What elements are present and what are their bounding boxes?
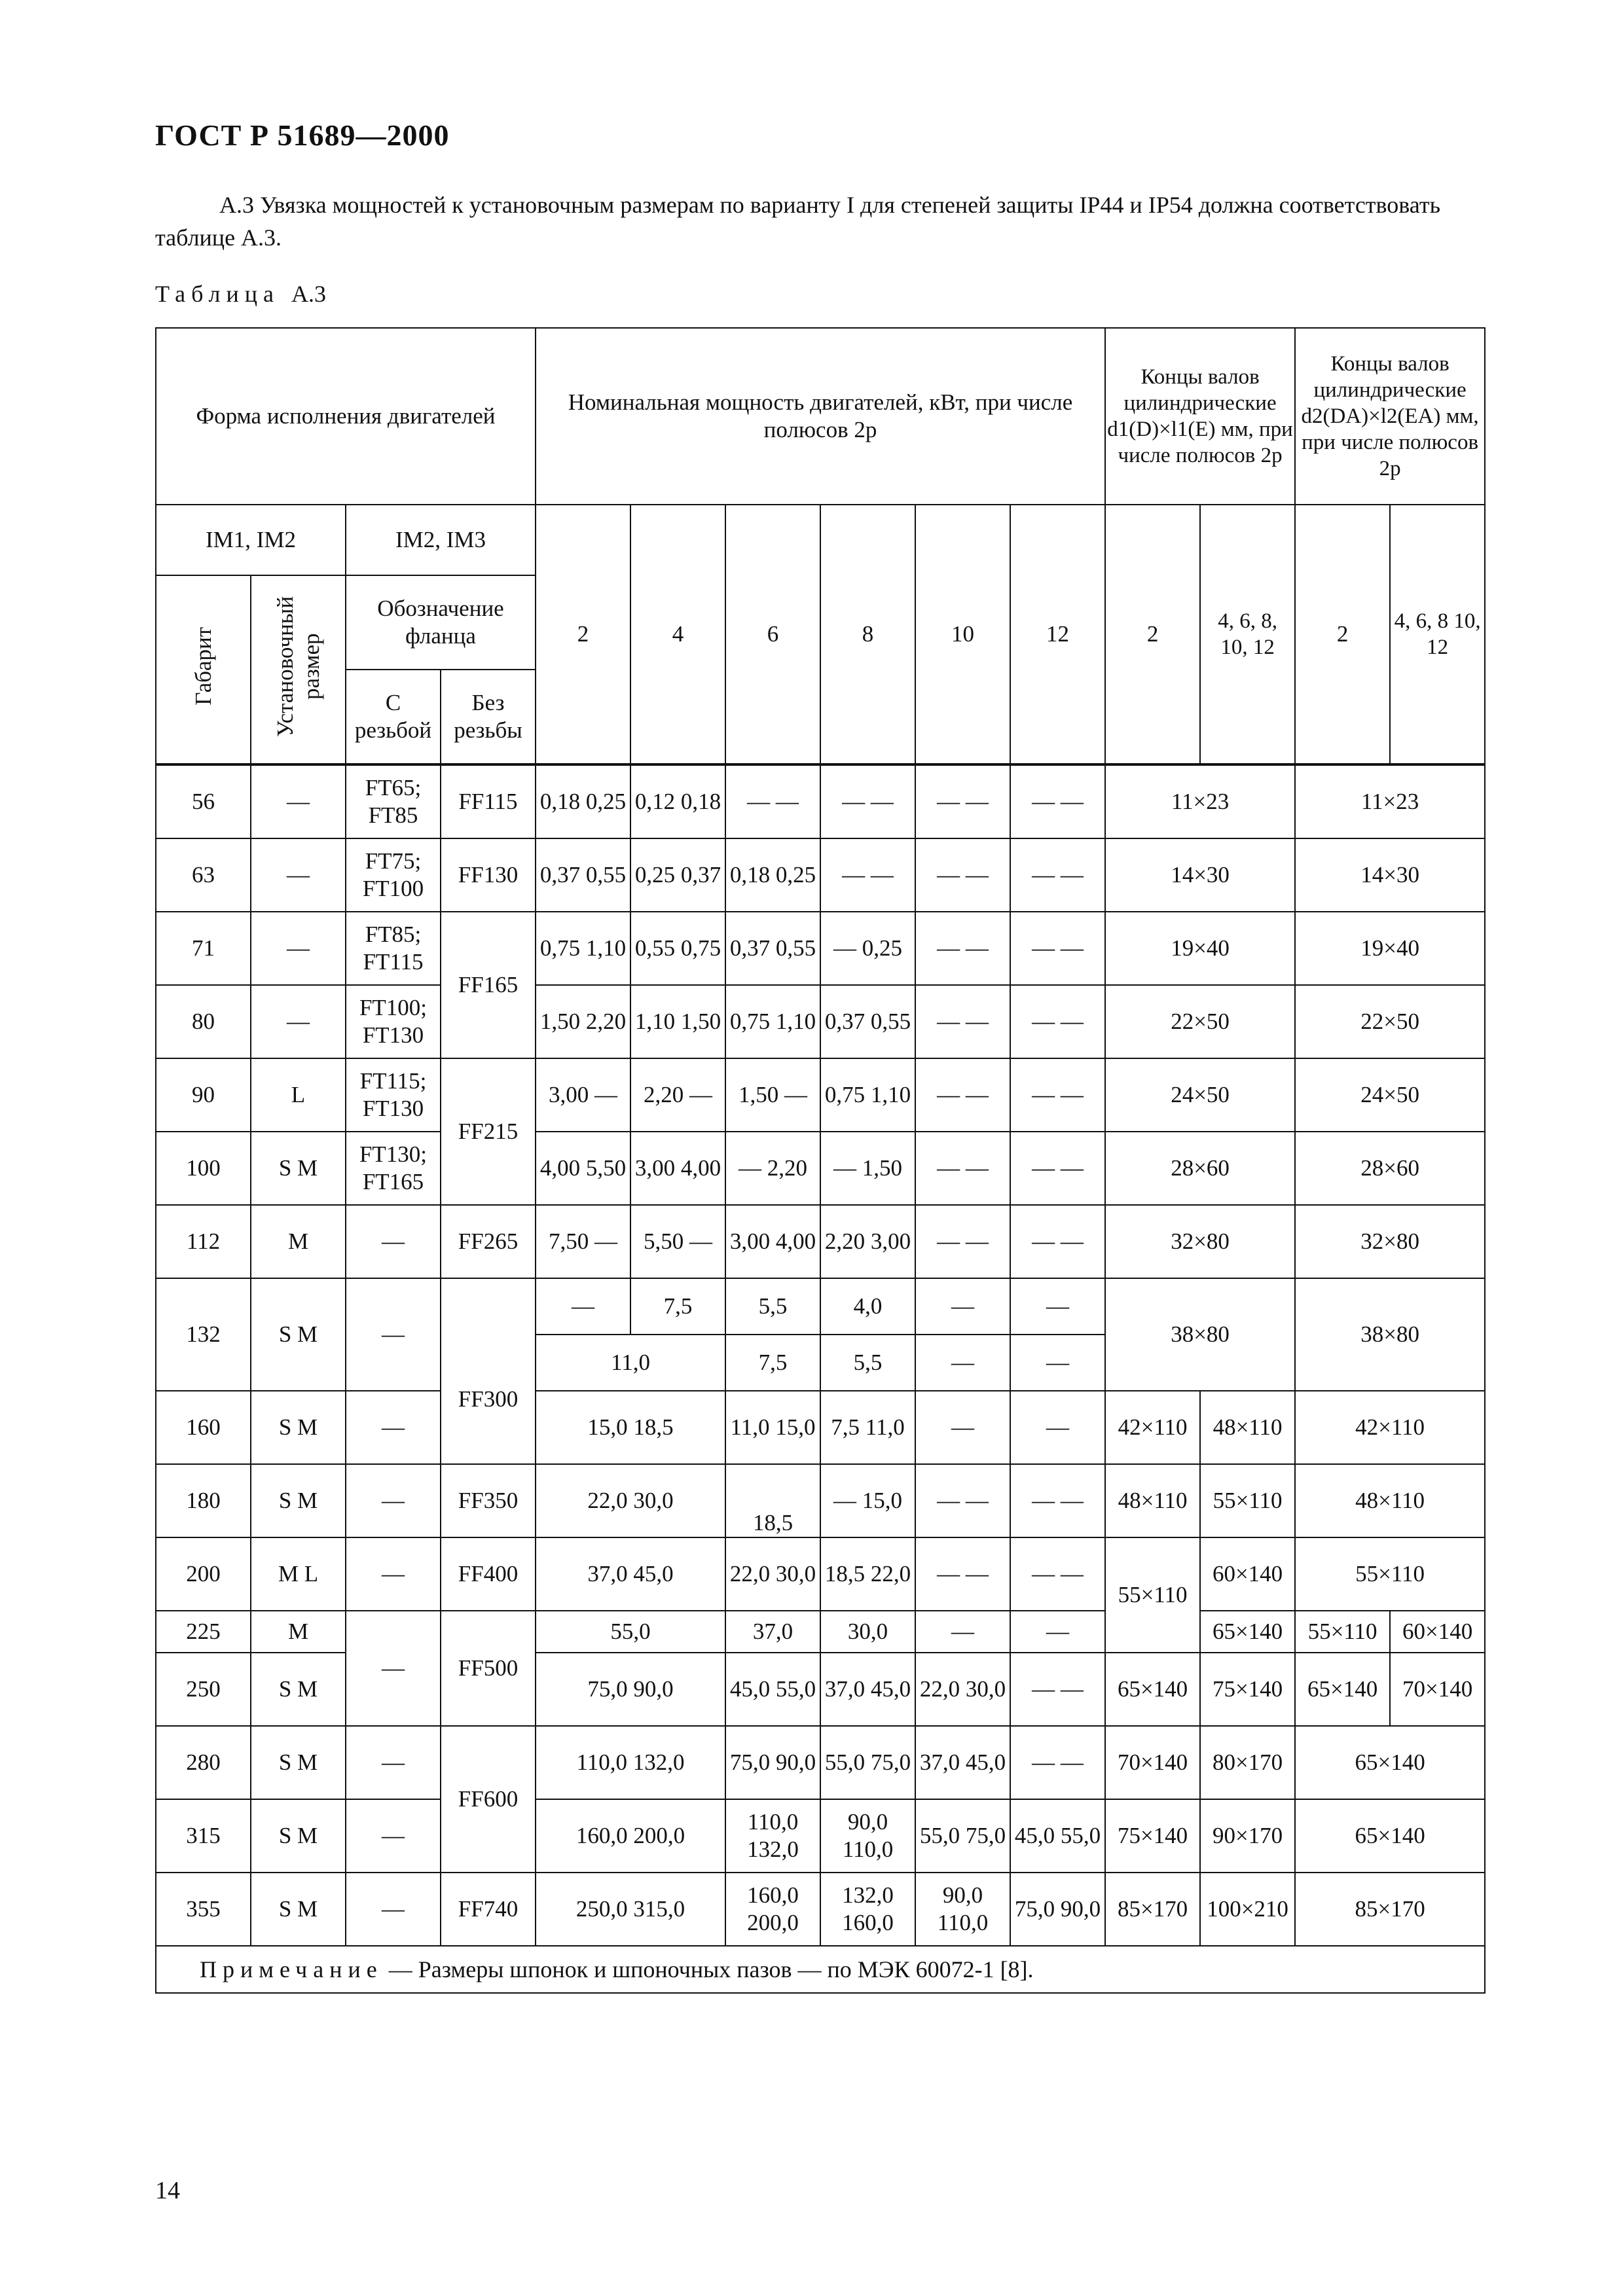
cell-shaft2: 28×60 [1295, 1132, 1485, 1205]
cell-ft: — [346, 1799, 441, 1873]
cell-ft: — [346, 1205, 441, 1278]
cell-ff: FF350 [441, 1464, 536, 1537]
cell-power: — — [1010, 1132, 1105, 1205]
cell-ff: FF400 [441, 1537, 536, 1611]
table-row [156, 1537, 1485, 1611]
cell-shaft1: 60×140 [1200, 1537, 1295, 1611]
cell-shaft1: 28×60 [1105, 1132, 1295, 1205]
cell-shaft1: 75×140 [1200, 1653, 1295, 1726]
cell-power: 110,0 132,0 [536, 1726, 725, 1799]
cell-ustan: L [251, 1058, 346, 1132]
cell-gabarit: 200 [156, 1537, 251, 1611]
cell-power: — [915, 1335, 1010, 1391]
cell-gabarit: 100 [156, 1132, 251, 1205]
gabarit-label: Габарит [190, 627, 216, 706]
cell-power: — — [915, 912, 1010, 985]
cell-power: 250,0 315,0 [536, 1873, 725, 1946]
cell-ft: FT85; FT115 [346, 912, 441, 985]
cell-power: 18,5 22,0 [820, 1537, 915, 1611]
table-row [156, 912, 1485, 985]
cell-power: — — [915, 1058, 1010, 1132]
cell-shaft1: 24×50 [1105, 1058, 1295, 1132]
cell-power: 2,20 3,00 [820, 1205, 915, 1278]
pole-header: 4 [630, 505, 725, 764]
cell-power: 37,0 45,0 [536, 1537, 725, 1611]
cell-power: — — [915, 1464, 1010, 1537]
cell-power: 37,0 [725, 1611, 820, 1653]
cell-shaft2: 24×50 [1295, 1058, 1485, 1132]
cell-shaft1: 90×170 [1200, 1799, 1295, 1873]
pole-header: 2 [536, 505, 630, 764]
cell-power: 37,0 45,0 [915, 1726, 1010, 1799]
cell-power: — [1010, 1335, 1105, 1391]
cell-shaft1: 100×210 [1200, 1873, 1295, 1946]
cell-power: 0,75 1,10 [820, 1058, 915, 1132]
cell-power: — — [1010, 1726, 1105, 1799]
cell-ff: FF165 [441, 912, 536, 1058]
flange-header: Обозначение фланца [346, 575, 536, 670]
table-row [156, 1873, 1485, 1946]
cell-ff: FF265 [441, 1205, 536, 1278]
shaft2-header: Концы валов цилиндрические d2(DA)×l2(EA) мм, при числе полюсов 2p [1295, 328, 1485, 505]
shaft1-pole-header: 2 [1105, 505, 1200, 764]
cell-power: 5,5 [820, 1335, 915, 1391]
cell-shaft1: 65×140 [1105, 1653, 1200, 1726]
page-number: 14 [155, 2177, 180, 2204]
cell-shaft1: 22×50 [1105, 985, 1295, 1058]
cell-power: 45,0 55,0 [725, 1653, 820, 1726]
cell-gabarit: 132 [156, 1278, 251, 1391]
cell-power: 0,37 0,55 [536, 838, 630, 912]
cell-shaft2: 65×140 [1295, 1653, 1390, 1726]
cell-shaft1: 14×30 [1105, 838, 1295, 912]
cell-gabarit: 315 [156, 1799, 251, 1873]
cell-ustan: M [251, 1611, 346, 1653]
table-row [156, 1799, 1485, 1873]
shaft1-pole-header: 4, 6, 8, 10, 12 [1200, 505, 1295, 764]
cell-ustan: S M [251, 1464, 346, 1537]
cell-shaft2: 14×30 [1295, 838, 1485, 912]
pole-header: 6 [725, 505, 820, 764]
cell-ustan: M L [251, 1537, 346, 1611]
cell-power: 7,50 — [536, 1205, 630, 1278]
cell-power: 4,00 5,50 [536, 1132, 630, 1205]
cell-ff: FF115 [441, 764, 536, 838]
cell-ustan: S M [251, 1132, 346, 1205]
cell-shaft1: 48×110 [1200, 1391, 1295, 1464]
cell-ff: FF740 [441, 1873, 536, 1946]
cell-ustan: S M [251, 1873, 346, 1946]
cell-shaft2: 38×80 [1295, 1278, 1485, 1391]
cell-ustan: — [251, 985, 346, 1058]
ustan-header [251, 575, 346, 764]
cell-power: 55,0 [536, 1611, 725, 1653]
cell-power: — — [1010, 985, 1105, 1058]
cell-shaft2: 85×170 [1295, 1873, 1485, 1946]
cell-power: — 1,50 [820, 1132, 915, 1205]
cell-power: 0,75 1,10 [725, 985, 820, 1058]
cell-gabarit: 355 [156, 1873, 251, 1946]
table-caption [155, 280, 326, 308]
cell-power: 0,55 0,75 [630, 912, 725, 985]
cell-power: — — [1010, 1464, 1105, 1537]
cell-shaft2: 19×40 [1295, 912, 1485, 985]
cell-power: — — [1010, 764, 1105, 838]
cell-shaft1: 85×170 [1105, 1873, 1200, 1946]
cell-power: 15,0 18,5 [536, 1391, 725, 1464]
cell-gabarit: 71 [156, 912, 251, 985]
cell-ustan: S M [251, 1799, 346, 1873]
cell-power: 7,5 11,0 [820, 1391, 915, 1464]
cell-shaft1: 19×40 [1105, 912, 1295, 985]
cell-ff: FF500 [441, 1611, 536, 1726]
im12-header: IM1, IM2 [156, 505, 346, 575]
cell-power: 7,5 [630, 1278, 725, 1335]
cell-shaft1: 42×110 [1105, 1391, 1200, 1464]
cell-power: 5,50 — [630, 1205, 725, 1278]
cell-ustan: S M [251, 1391, 346, 1464]
cell-power: 11,0 [536, 1335, 725, 1391]
note-label: Примечание [200, 1956, 383, 1982]
note-text: — Размеры шпонок и шпоночных пазов — по МЭК 60072-1 [8]. [382, 1956, 1034, 1982]
cell-ustan: S M [251, 1653, 346, 1726]
cell-shaft2: 42×110 [1295, 1391, 1485, 1464]
cell-ustan: — [251, 838, 346, 912]
cell-power: — [1010, 1278, 1105, 1335]
table-row [156, 1726, 1485, 1799]
document-header: ГОСТ Р 51689—2000 [155, 118, 450, 152]
cell-power: 1,50 — [725, 1058, 820, 1132]
cell-ff-empty [441, 1278, 536, 1335]
cell-ustan: S M [251, 1726, 346, 1799]
header-row [156, 505, 1485, 575]
cell-gabarit: 160 [156, 1391, 251, 1464]
cell-power: 55,0 75,0 [915, 1799, 1010, 1873]
cell-power: — [915, 1391, 1010, 1464]
cell-power: 22,0 30,0 [725, 1537, 820, 1611]
cell-ff: FF215 [441, 1058, 536, 1205]
table-row [156, 1278, 1485, 1335]
cell-power: 7,5 [725, 1335, 820, 1391]
gabarit-header [156, 575, 251, 764]
cell-gabarit: 90 [156, 1058, 251, 1132]
cell-power: 11,0 15,0 [725, 1391, 820, 1464]
cell-power: — — [915, 1132, 1010, 1205]
cell-power: 22,0 30,0 [915, 1653, 1010, 1726]
cell-power: 37,0 45,0 [820, 1653, 915, 1726]
cell-ft: — [346, 1726, 441, 1799]
cell-power: 90,0 110,0 [915, 1873, 1010, 1946]
cell-power: — — [1010, 838, 1105, 912]
cell-power: 3,00 — [536, 1058, 630, 1132]
intro-paragraph: А.3 Увязка мощностей к установочным размерам по варианту I для степеней защиты IP44 и IP54 должна соответствовать таблице А.3. [155, 192, 1441, 251]
power-header: Номинальная мощность двигателей, кВт, при числе полюсов 2p [536, 328, 1105, 505]
cell-shaft1: 38×80 [1105, 1278, 1295, 1391]
cell-power: — — [915, 1205, 1010, 1278]
cell-power: 3,00 4,00 [725, 1205, 820, 1278]
header-row [156, 328, 1485, 505]
cell-power: 160,0 200,0 [725, 1873, 820, 1946]
cell-shaft1: 65×140 [1200, 1611, 1295, 1653]
cell-gabarit: 180 [156, 1464, 251, 1537]
cell-power: — [915, 1278, 1010, 1335]
cell-ft: — [346, 1537, 441, 1611]
cell-power: 55,0 75,0 [820, 1726, 915, 1799]
thread-header: С резьбой [346, 670, 441, 764]
table-note [156, 1946, 1485, 1993]
cell-ft: — [346, 1611, 441, 1726]
cell-gabarit: 80 [156, 985, 251, 1058]
cell-power: 90,0 110,0 [820, 1799, 915, 1873]
cell-power: 1,10 1,50 [630, 985, 725, 1058]
cell-power: 0,18 0,25 [536, 764, 630, 838]
shaft1-header: Концы валов цилиндрические d1(D)×l1(E) мм, при числе полюсов 2p [1105, 328, 1295, 505]
pole-header: 12 [1010, 505, 1105, 764]
cell-power: — — [1010, 1537, 1105, 1611]
note-row [156, 1946, 1485, 1993]
cell-ustan: — [251, 764, 346, 838]
cell-power: 0,37 0,55 [725, 912, 820, 985]
table-row [156, 1058, 1485, 1132]
cell-shaft2: 32×80 [1295, 1205, 1485, 1278]
cell-ft: — [346, 1464, 441, 1537]
cell-gabarit: 56 [156, 764, 251, 838]
cell-gabarit: 63 [156, 838, 251, 912]
cell-power: — — [1010, 1205, 1105, 1278]
cell-ff: FF300 [441, 1335, 536, 1464]
cell-power: — — [1010, 1058, 1105, 1132]
cell-ft: FT75; FT100 [346, 838, 441, 912]
cell-power: — — [725, 764, 820, 838]
cell-gabarit: 112 [156, 1205, 251, 1278]
cell-power: 0,37 0,55 [820, 985, 915, 1058]
caption-label: Таблица [155, 281, 280, 307]
cell-power: — — [915, 1537, 1010, 1611]
cell-ft: — [346, 1391, 441, 1464]
table-row [156, 1391, 1485, 1464]
cell-shaft2: 11×23 [1295, 764, 1485, 838]
cell-shaft1: 32×80 [1105, 1205, 1295, 1278]
cell-power: — [536, 1278, 630, 1335]
cell-gabarit: 250 [156, 1653, 251, 1726]
cell-gabarit: 280 [156, 1726, 251, 1799]
cell-ft: — [346, 1873, 441, 1946]
cell-power: 3,00 4,00 [630, 1132, 725, 1205]
cell-ft: FT115; FT130 [346, 1058, 441, 1132]
table-row [156, 1132, 1485, 1205]
cell-shaft2: 55×110 [1295, 1537, 1485, 1611]
cell-power: — — [820, 764, 915, 838]
cell-power: — 15,0 [820, 1464, 915, 1537]
cell-power: 75,0 90,0 [536, 1653, 725, 1726]
cell-power: 0,75 1,10 [536, 912, 630, 985]
cell-power: — — [915, 985, 1010, 1058]
ustan-label: Установочный размер [272, 596, 324, 737]
cell-power: — [1010, 1611, 1105, 1653]
cell-power: 45,0 55,0 [1010, 1799, 1105, 1873]
cell-power: 30,0 [820, 1611, 915, 1653]
table-row [156, 1611, 1485, 1653]
cell-power: — [1010, 1391, 1105, 1464]
cell-power: 0,18 0,25 [725, 838, 820, 912]
cell-shaft1: 70×140 [1105, 1726, 1200, 1799]
cell-power: — [915, 1611, 1010, 1653]
cell-power: 5,5 [725, 1278, 820, 1335]
cell-power: 75,0 90,0 [725, 1726, 820, 1799]
table-row [156, 1464, 1485, 1537]
cell-shaft2: 55×110 [1295, 1611, 1390, 1653]
cell-power: 2,20 — [630, 1058, 725, 1132]
table-row [156, 838, 1485, 912]
cell-power: — 0,25 [820, 912, 915, 985]
pole-header: 10 [915, 505, 1010, 764]
cell-power: — 2,20 [725, 1132, 820, 1205]
cell-ustan: S M [251, 1278, 346, 1391]
caption-number: А.3 [291, 281, 326, 307]
cell-shaft2: 48×110 [1295, 1464, 1485, 1537]
cell-shaft2: 60×140 [1390, 1611, 1485, 1653]
cell-ft: — [346, 1278, 441, 1391]
cell-power: 18,5 [725, 1464, 820, 1537]
cell-power: — — [1010, 1653, 1105, 1726]
cell-shaft1: 80×170 [1200, 1726, 1295, 1799]
cell-power: — — [820, 838, 915, 912]
cell-ft: FT65; FT85 [346, 764, 441, 838]
cell-shaft1: 48×110 [1105, 1464, 1200, 1537]
cell-ff: FF600 [441, 1726, 536, 1873]
cell-power: 110,0 132,0 [725, 1799, 820, 1873]
cell-power: 0,12 0,18 [630, 764, 725, 838]
cell-power: 0,25 0,37 [630, 838, 725, 912]
cell-power: 75,0 90,0 [1010, 1873, 1105, 1946]
cell-power: 160,0 200,0 [536, 1799, 725, 1873]
cell-gabarit: 225 [156, 1611, 251, 1653]
cell-power: — — [915, 838, 1010, 912]
pole-header: 8 [820, 505, 915, 764]
shaft2-pole-header: 4, 6, 8 10, 12 [1390, 505, 1485, 764]
table-row [156, 1205, 1485, 1278]
cell-power: 1,50 2,20 [536, 985, 630, 1058]
power-table [155, 327, 1486, 1994]
cell-power: 4,0 [820, 1278, 915, 1335]
cell-shaft1: 55×110 [1200, 1464, 1295, 1537]
cell-ustan: M [251, 1205, 346, 1278]
cell-shaft2: 22×50 [1295, 985, 1485, 1058]
form-header: Форма исполнения двигателей [156, 328, 536, 505]
im23-header: IM2, IM3 [346, 505, 536, 575]
cell-ft: FT100; FT130 [346, 985, 441, 1058]
shaft2-pole-header: 2 [1295, 505, 1390, 764]
cell-shaft1: 11×23 [1105, 764, 1295, 838]
cell-power: 132,0 160,0 [820, 1873, 915, 1946]
cell-shaft1: 55×110 [1105, 1537, 1200, 1653]
cell-ff: FF130 [441, 838, 536, 912]
cell-ustan: — [251, 912, 346, 985]
cell-shaft2: 70×140 [1390, 1653, 1485, 1726]
cell-shaft2: 65×140 [1295, 1799, 1485, 1873]
cell-ft: FT130; FT165 [346, 1132, 441, 1205]
table-row [156, 764, 1485, 838]
cell-power: — — [1010, 912, 1105, 985]
nothread-header: Без резьбы [441, 670, 536, 764]
cell-power: — — [915, 764, 1010, 838]
cell-shaft2: 65×140 [1295, 1726, 1485, 1799]
cell-power: 22,0 30,0 [536, 1464, 725, 1537]
table-row [156, 985, 1485, 1058]
cell-shaft1: 75×140 [1105, 1799, 1200, 1873]
